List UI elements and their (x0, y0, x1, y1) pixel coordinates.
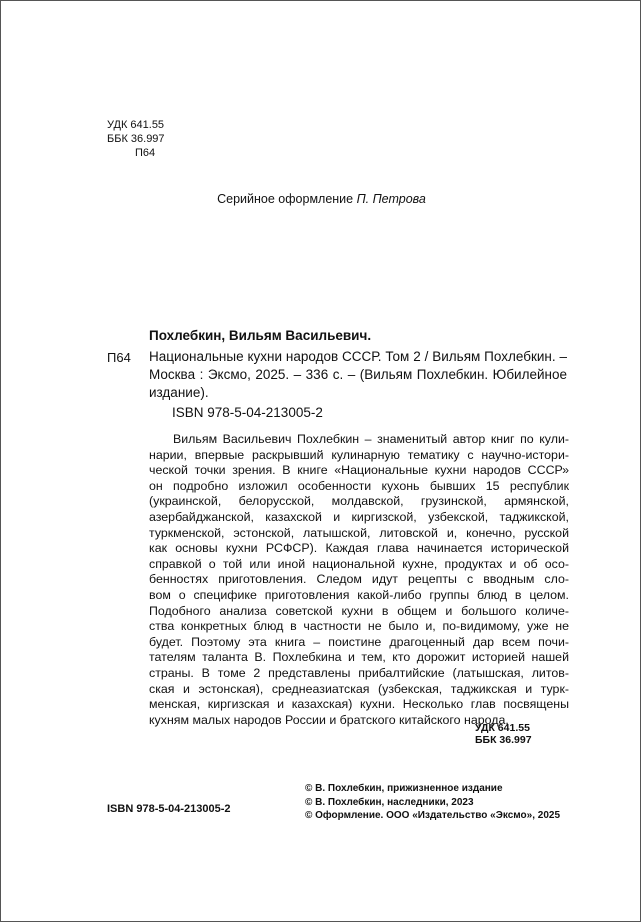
annotation-line: (украинской, белорусской, молдавской, грузинской, армянской, (149, 494, 569, 509)
annotation-line: ская и эстонская), среднеазиатская (узбекская, таджикская и турк- (149, 681, 569, 696)
udk-code-footer: УДК 641.55 (475, 722, 530, 734)
annotation-line: бенностях приготовления. Следом идут рецепты с вводным сло- (149, 572, 569, 587)
bibliographic-description: Национальные кухни народов СССР. Том 2 / Вильям Похлебкин. – Москва : Эксмо, 2025. – 336 с. – (Вильям Похлебкин. Юбилейное издание). (149, 349, 567, 401)
annotation-line: Вильям Васильевич Похлебкин – знаменитый автор книг по кули- (173, 432, 569, 446)
isbn-footer: ISBN 978-5-04-213005-2 (107, 803, 231, 815)
annotation-line: менская, киргизская и казахская) кухни. Несколько глав посвящены (149, 697, 569, 712)
classification-block (107, 118, 165, 160)
author-heading: Похлебкин, Вильям Васильевич. (149, 328, 372, 343)
annotation-line: справкой о той или иной национальной кухне, продуктах и об осо- (149, 556, 569, 571)
annotation-line: страны. В томе 2 представлены прибалтийские (латышская, литов- (149, 665, 569, 680)
author-mark: П64 (135, 147, 156, 159)
copyright-line: © В. Похлебкин, наследники, 2023 (305, 796, 474, 808)
serial-designer-name: П. Петрова (356, 192, 426, 206)
copyright-line: © В. Похлебкин, прижизненное издание (305, 783, 503, 794)
classification-footer (475, 722, 565, 746)
isbn-main: ISBN 978-5-04-213005-2 (172, 405, 323, 420)
annotation-line: как основы кухни РСФСР). Каждая глава начинается исторической (149, 541, 569, 556)
bbk-code-footer: ББК 36.997 (475, 734, 532, 746)
annotation-line: туркменской, эстонской, латышской, литовской и, конечно, русской (149, 525, 569, 540)
bbk-code: ББК 36.997 (107, 133, 165, 145)
annotation-line: ства конкретных блюд в частности не было и, по-видимому, уже не (149, 619, 569, 634)
annotation-line: вом о специфике приготовления какой-либо группы блюд в целом. (149, 587, 569, 602)
annotation-line: кухням малых народов России и братского китайского народа. (149, 712, 509, 727)
catalog-side-mark: П64 (107, 350, 131, 365)
udk-code: УДК 641.55 (107, 119, 165, 131)
annotation (149, 432, 569, 728)
annotation-line: будет. Поэтому эта книга – поистине драгоценный дар всем почи- (149, 634, 569, 649)
annotation-line: азербайджанской, казахской и киргизской, узбекской, таджикской, (149, 509, 569, 524)
annotation-line: нарии, впервые раскрывший кулинарную тематику с научно-истори- (149, 447, 569, 462)
annotation-line: Подобного анализа советской кухни в общем и большого количе- (149, 603, 569, 618)
serial-design-label: Серийное оформление (217, 192, 354, 206)
annotation-line: ческой точки зрения. В книге «Национальные кухни народов СССР» (149, 463, 569, 478)
copyright-line: © Оформление. ООО «Издательство «Эксмо», 2025 (305, 810, 561, 821)
annotation-line: тателям таланта В. Похлебкина и тем, кто дорожит историей нашей (149, 650, 569, 665)
annotation-line: он подробно изложил особенности кухонь бывших 15 республик (149, 478, 569, 493)
serial-design-credit (1, 192, 641, 206)
copyright-block (305, 782, 560, 823)
